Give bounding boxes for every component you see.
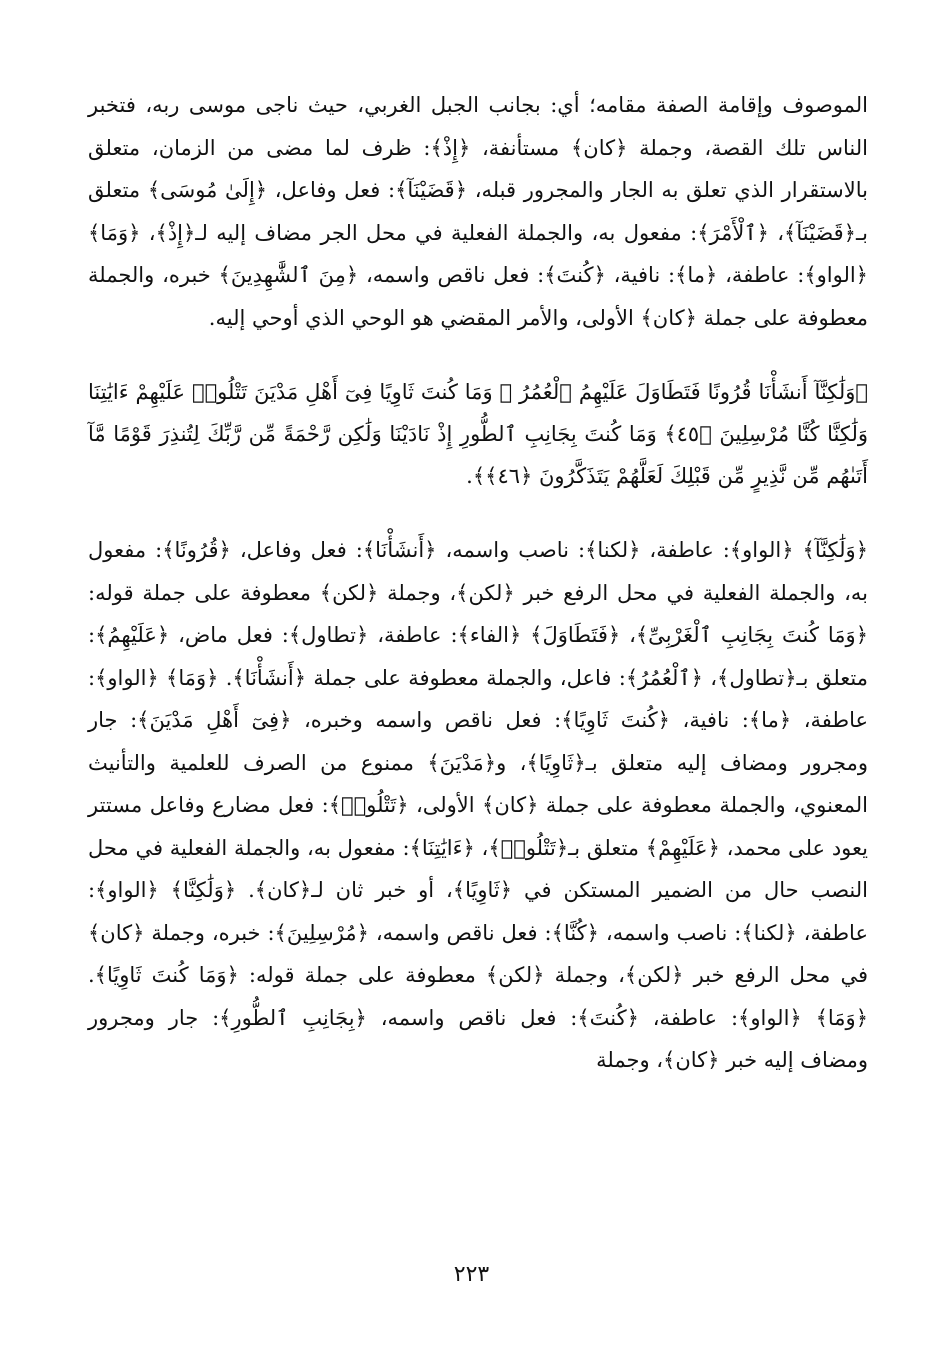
page-number: ٢٢٣ <box>453 1262 490 1287</box>
quran-verse-block <box>88 371 868 497</box>
page-body <box>88 84 868 1082</box>
commentary-paragraph-2: ﴿وَلَٰكِنَّآ﴾ ﴿الواو﴾: عاطفة، ﴿لكنا﴾: ناصب واسمه، ﴿أَنشَأْنَا﴾: فعل وفاعل، ﴿قُرُونًا﴾: مفعول به، والجملة الفعلية في محل الرفع خبر ﴿لكن﴾، وجملة ﴿لكن﴾ معطوفة على جملة قوله: ﴿وَمَا كُنتَ بِجَانِبِ ٱلْغَرْبِىِّ﴾، ﴿فَتَطَاوَلَ﴾ ﴿الفاء﴾: عاطفة، ﴿تطاول﴾: فعل ماض، ﴿عَلَيْهِمُ﴾: متعلق بـ﴿تطاول﴾، ﴿ٱلْعُمُرُ﴾: فاعل، والجملة معطوفة على جملة ﴿أَنشَأْنَا﴾. ﴿وَمَا﴾ ﴿الواو﴾: عاطفة، ﴿ما﴾: نافية، ﴿كُنتَ ثَاوِيًا﴾: فعل ناقص واسمه وخبره، ﴿فِىٓ أَهْلِ مَدْيَنَ﴾: جار ومجرور ومضاف إليه متعلق بـ﴿ثَاوِيًا﴾، و﴿مَدْيَنَ﴾ ممنوع من الصرف للعلمية والتأنيث المعنوي، والجملة معطوفة على جملة ﴿كان﴾ الأولى، ﴿تَتْلُوا۟﴾: فعل مضارع وفاعل مستتر يعود على محمد، ﴿عَلَيْهِمْ﴾ متعلق بـ﴿تَتْلُوا۟﴾، ﴿ءَايَٰتِنَا﴾: مفعول به، والجملة الفعلية في محل النصب حال من الضمير المستكن في ﴿ثَاوِيًا﴾، أو خبر ثان لـ﴿كان﴾. ﴿وَلَٰكِنَّا﴾ ﴿الواو﴾: عاطفة، ﴿لكنا﴾: ناصب واسمه، ﴿كُنَّا﴾: فعل ناقص واسمه، ﴿مُرْسِلِينَ﴾: خبره، وجملة ﴿كان﴾ في محل الرفع خبر ﴿لكن﴾، وجملة ﴿لكن﴾ معطوفة على جملة قوله: ﴿وَمَا كُنتَ ثَاوِيًا﴾. ﴿وَمَا﴾ ﴿الواو﴾: عاطفة، ﴿كُنتَ﴾: فعل ناقص واسمه، ﴿بِجَانِبِ ٱلطُّورِ﴾: جار ومجرور ومضاف إليه خبر ﴿كان﴾، وجملة <box>88 538 868 1072</box>
quran-verse-text: ﴿وَلَٰكِنَّآ أَنشَأْنَا قُرُونًا فَتَطَاوَلَ عَلَيْهِمُ ٱلْعُمُرُ ۚ وَمَا كُنتَ ثَاوِيًا فِىٓ أَهْلِ مَدْيَنَ تَتْلُوا۟ عَلَيْهِمْ ءَايَٰتِنَا وَلَٰكِنَّا كُنَّا مُرْسِلِينَ ﴿٤٥﴾ وَمَا كُنتَ بِجَانِبِ ٱلطُّورِ إِذْ نَادَيْنَا وَلَٰكِن رَّحْمَةً مِّن رَّبِّكَ لِتُنذِرَ قَوْمًا مَّآ أَتَىٰهُم مِّن نَّذِيرٍ مِّن قَبْلِكَ لَعَلَّهُمْ يَتَذَكَّرُونَ ﴿٤٦﴾﴾. <box>88 380 868 488</box>
commentary-paragraph-1: الموصوف وإقامة الصفة مقامه؛ أي: بجانب الجبل الغربي، حيث ناجى موسى ربه، فتخبر الناس تلك القصة، وجملة ﴿كان﴾ مستأنفة، ﴿إِذْ﴾: ظرف لما مضى من الزمان، متعلق بالاستقرار الذي تعلق به الجار والمجرور قبله، ﴿قَضَيْنَآ﴾: فعل وفاعل، ﴿إِلَىٰ مُوسَى﴾ متعلق بـ﴿قَضَيْنَآ﴾، ﴿ٱلْأَمْرَ﴾: مفعول به، والجملة الفعلية في محل الجر مضاف إليه لـ﴿إِذْ﴾، ﴿وَمَا﴾ ﴿الواو﴾: عاطفة، ﴿ما﴾: نافية، ﴿كُنتَ﴾: فعل ناقص واسمه، ﴿مِنَ ٱلشَّٰهِدِينَ﴾ خبره، والجملة معطوفة على جملة ﴿كان﴾ الأولى، والأمر المقضي هو الوحي الذي أوحي إليه. <box>88 93 868 330</box>
